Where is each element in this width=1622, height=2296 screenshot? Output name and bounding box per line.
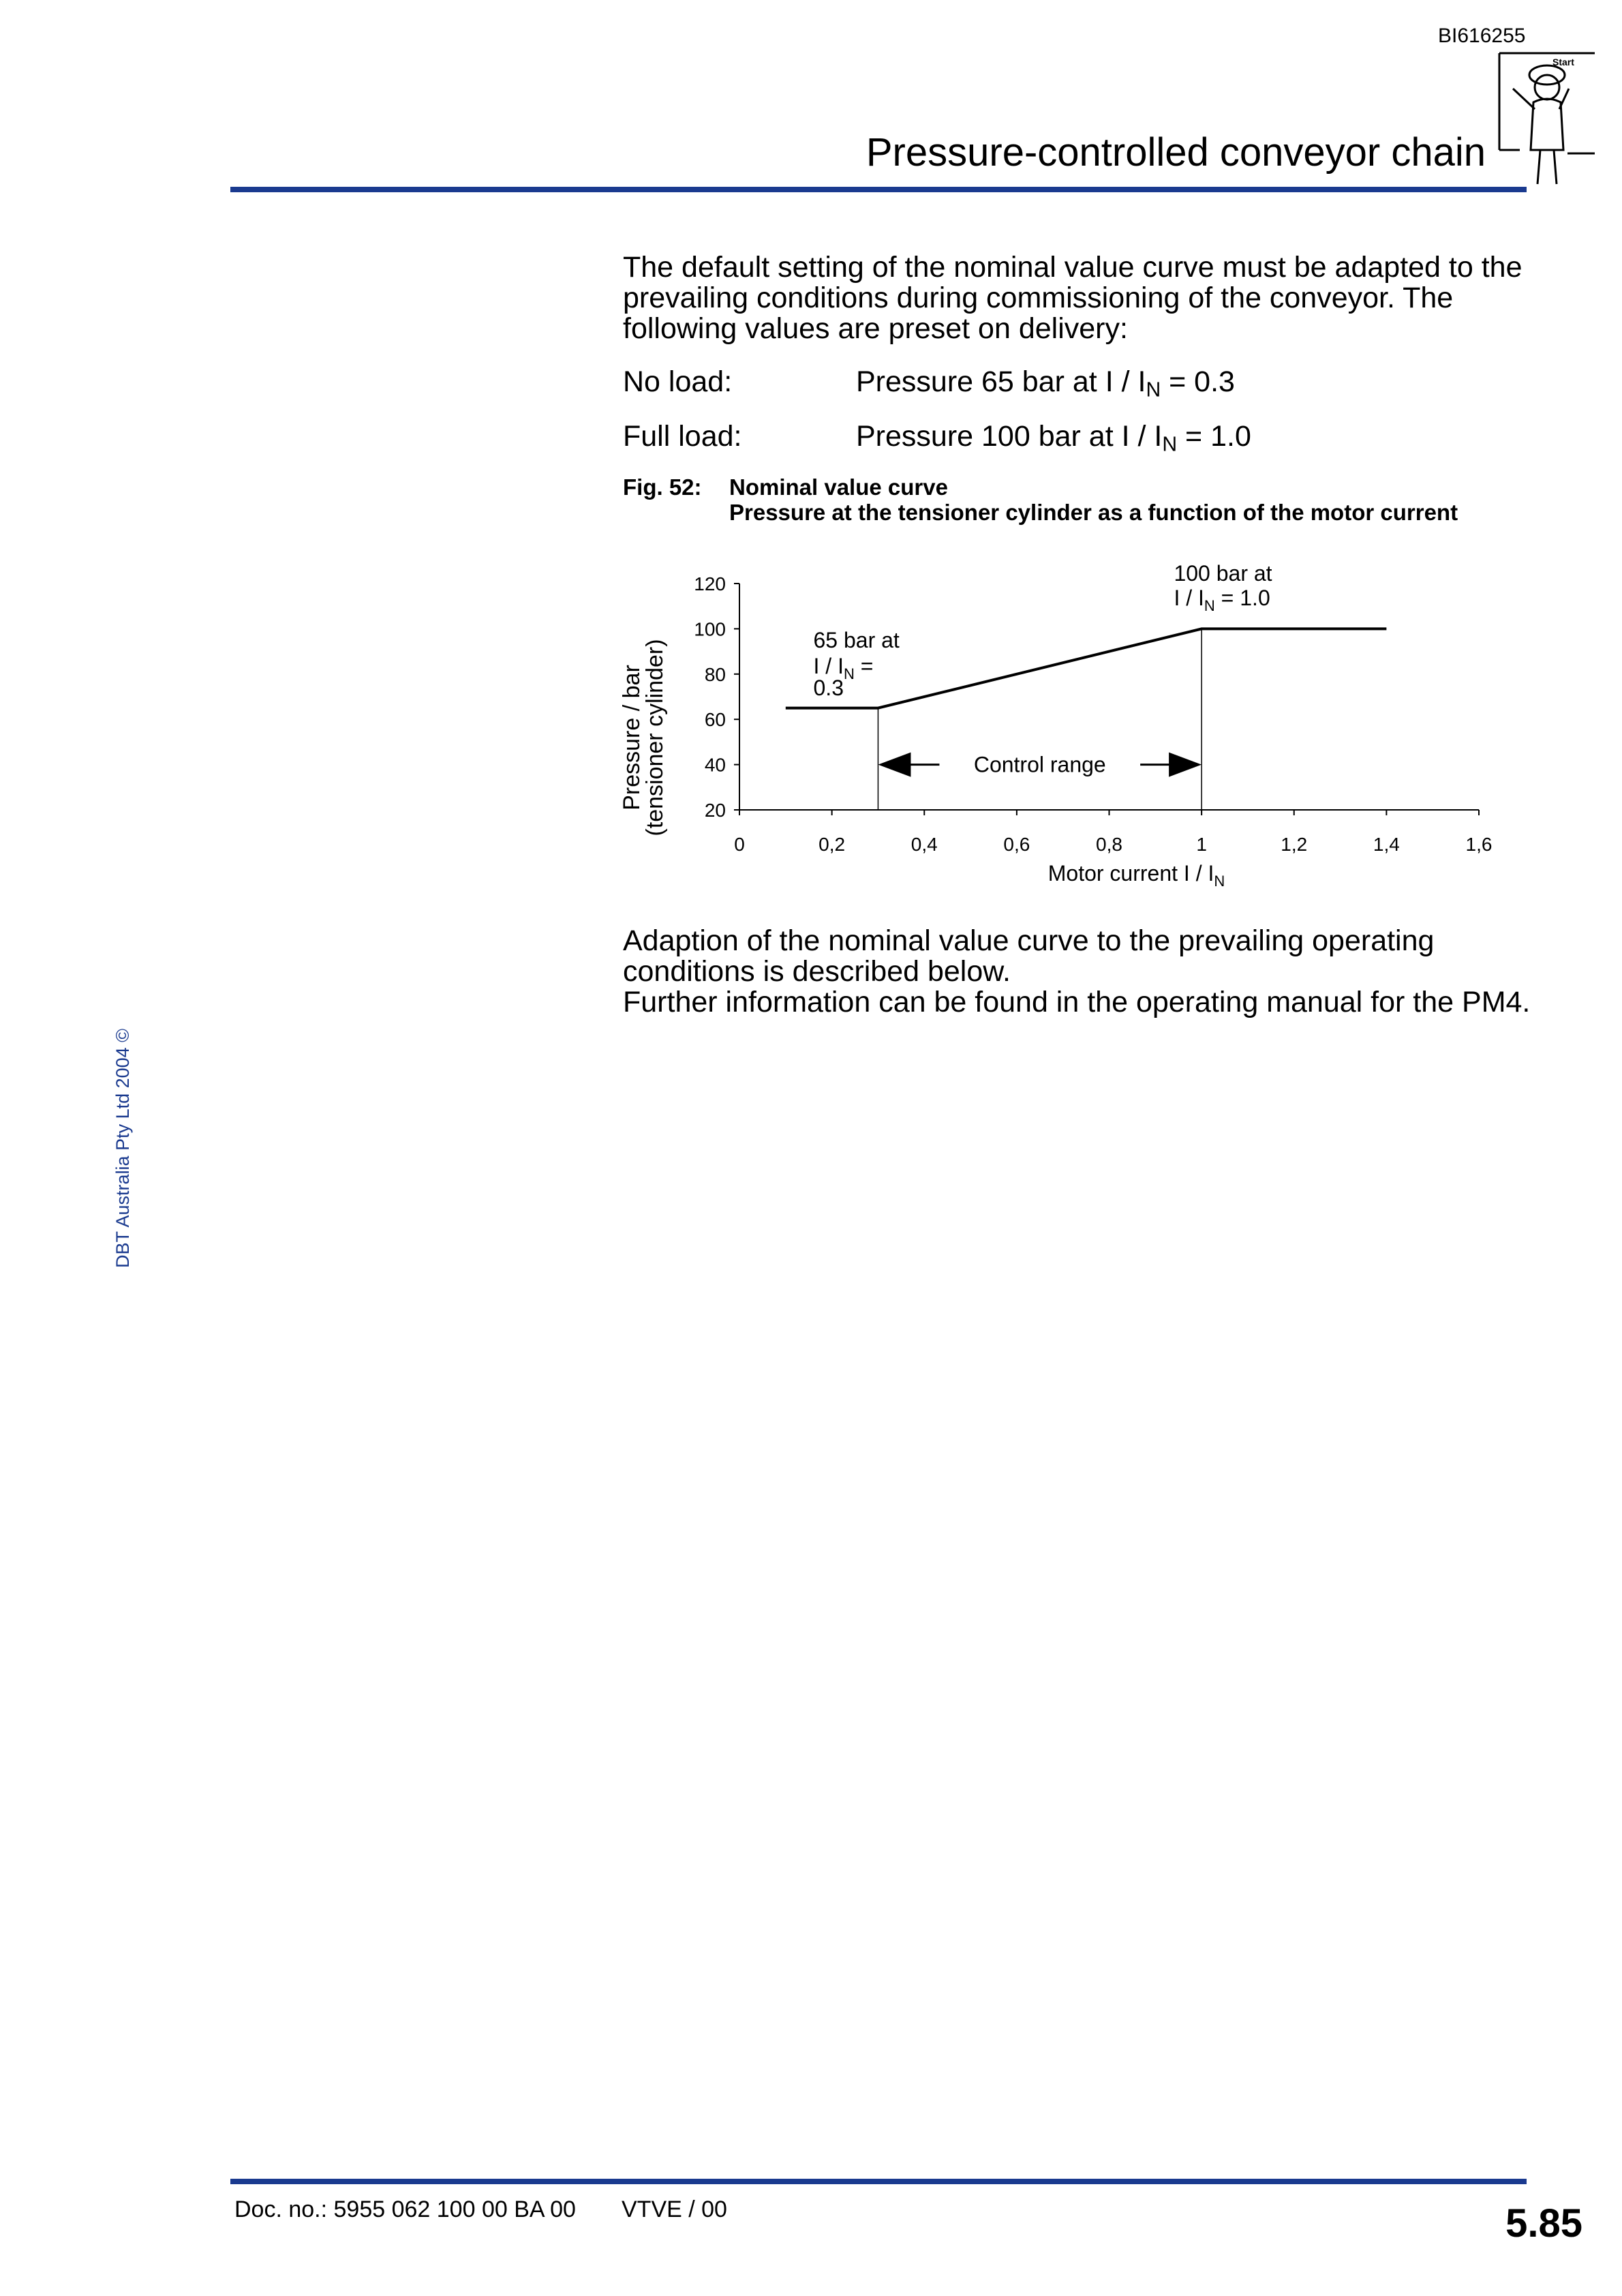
y-tick-label: 100 [694, 618, 726, 640]
y-tick-label: 80 [704, 663, 726, 685]
preset-value: Pressure 100 bar at $I / I_N = 1.0$ [856, 420, 1251, 456]
chart-series [786, 629, 1387, 810]
x-tick-label: 1,4 [1373, 834, 1400, 855]
figure-caption [623, 474, 1458, 525]
preset-label: Full load: [623, 420, 742, 453]
x-axis-label: Motor current I / $I_N$ [1047, 861, 1225, 890]
page-number: 5.85 [1505, 2201, 1582, 2246]
y-tick-label: 20 [704, 800, 726, 821]
x-tick-label: 0,6 [1003, 834, 1030, 855]
intro-paragraph [623, 252, 1536, 344]
copyright-notice: DBT Australia Pty Ltd 2004 © [112, 1028, 133, 1268]
outro-text-2: Further information can be found in the operating manual for the PM4. [623, 986, 1531, 1018]
chart-ticks [694, 573, 1492, 855]
mascot-label: Start [1552, 57, 1574, 67]
x-tick-label: 1 [1196, 834, 1207, 855]
x-tick-label: 1,2 [1281, 834, 1308, 855]
annotation-low-line2: I / $I_N$ = [813, 654, 874, 682]
x-tick-label: 0,4 [911, 834, 938, 855]
figure-number: Fig. 52: [623, 474, 702, 500]
figure-title: Nominal value curve [729, 474, 948, 500]
annotation-low-line3: 0.3 [813, 676, 844, 700]
nominal-value-chart [600, 552, 1527, 893]
control-range-label: Control range [973, 752, 1106, 777]
y-tick-label: 40 [704, 754, 726, 776]
annotation-low-line1: 65 bar at [813, 628, 900, 652]
footer-doc-number: Doc. no.: 5955 062 100 00 BA 00 [234, 2196, 576, 2222]
preset-label: No load: [623, 365, 733, 398]
x-tick-label: 0 [734, 834, 745, 855]
start-mascot-icon [1493, 48, 1595, 191]
preset-value: Pressure 65 bar at $I / I_N = 0.3$ [856, 365, 1235, 402]
annotation-high-line2: $I / I_N = 1.0$ [1174, 586, 1270, 614]
intro-text: The default setting of the nominal value curve must be adapted to the prevailing conditions during commissioning of the conveyor. The following values are preset on delivery: [623, 251, 1522, 345]
control-range-right-arrow [1169, 753, 1202, 777]
x-tick-label: 0,8 [1096, 834, 1122, 855]
y-axis-label-line2: (tensioner cylinder) [642, 639, 668, 836]
annotation-high-line1: 100 bar at [1174, 561, 1272, 586]
outro-text-1: Adaption of the nominal value curve to the prevailing operating conditions is described below. [623, 924, 1435, 988]
figure-subtitle: Pressure at the tensioner cylinder as a function of the motor current [729, 500, 1458, 525]
control-range-left-arrow [878, 753, 911, 777]
header-divider [230, 187, 1527, 192]
footer-divider [230, 2179, 1527, 2184]
x-tick-label: 0,2 [818, 834, 846, 855]
x-tick-label: 1,6 [1465, 834, 1493, 855]
page-title: Pressure-controlled conveyor chain [866, 130, 1486, 175]
footer-version: VTVE / 00 [622, 2196, 727, 2222]
y-tick-label: 60 [704, 709, 726, 731]
y-tick-label: 120 [694, 573, 726, 594]
y-axis-label-line1: Pressure / bar [619, 665, 645, 811]
outro-paragraph [623, 926, 1536, 1018]
document-id: BI616255 [1438, 25, 1526, 47]
